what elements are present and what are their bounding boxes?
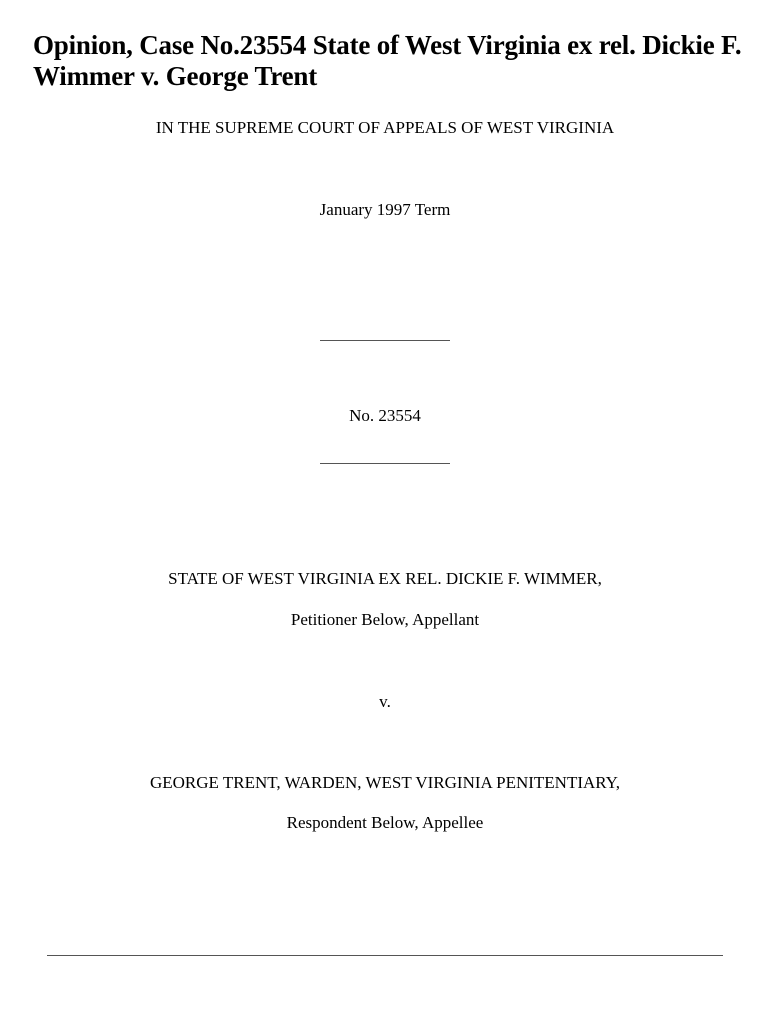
footer-rule bbox=[47, 955, 723, 956]
court-name: IN THE SUPREME COURT OF APPEALS OF WEST VIRGINIA bbox=[155, 118, 615, 137]
respondent-name: GEORGE TRENT, WARDEN, WEST VIRGINIA PENITENTIARY, bbox=[149, 773, 620, 792]
petitioner-name: STATE OF WEST VIRGINIA EX REL. DICKIE F. WIMMER, bbox=[168, 569, 602, 588]
separator-line bbox=[0, 449, 770, 469]
respondent-role: Respondent Below, Appellee bbox=[286, 813, 484, 832]
case-number: No. 23554 bbox=[349, 406, 421, 425]
court-term: January 1997 Term bbox=[319, 200, 451, 219]
separator-line bbox=[0, 326, 770, 346]
separator-rule bbox=[320, 451, 450, 464]
versus-label: v. bbox=[379, 692, 391, 711]
separator-rule bbox=[320, 328, 450, 341]
petitioner-role: Petitioner Below, Appellant bbox=[290, 610, 480, 629]
document-title: Opinion, Case No.23554 State of West Virginia ex rel. Dickie F. Wimmer v. George Trent bbox=[33, 30, 742, 91]
